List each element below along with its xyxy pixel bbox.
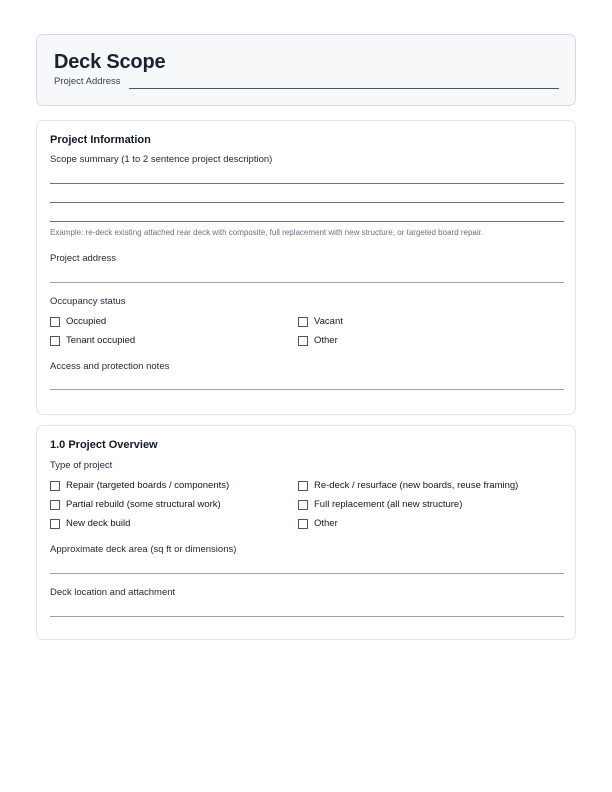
scope-summary-line-1[interactable] (50, 183, 564, 184)
checkbox-box[interactable] (298, 481, 308, 491)
checkbox-box[interactable] (298, 500, 308, 510)
deck-location-field[interactable] (50, 616, 564, 617)
header-address-label: Project Address (54, 76, 121, 87)
type-repair-checkbox[interactable] (50, 480, 229, 491)
occupancy-status-label: Occupancy status (50, 296, 126, 307)
scope-summary-example: Example: re-deck existing attached rear deck with composite, full replacement with new structure, or targeted board repair. (50, 228, 484, 237)
type-new-deck-checkbox[interactable] (50, 518, 130, 529)
checkbox-label: Re-deck / resurface (new boards, reuse framing) (314, 480, 519, 491)
type-redeck-checkbox[interactable] (298, 480, 518, 491)
checkbox-label: Vacant (314, 316, 343, 327)
scope-summary-label: Scope summary (1 to 2 sentence project description) (50, 154, 273, 165)
deck-location-label: Deck location and attachment (50, 587, 176, 598)
occupancy-tenant-occupied-checkbox[interactable] (50, 335, 135, 346)
checkbox-box[interactable] (50, 336, 60, 346)
checkbox-box[interactable] (50, 317, 60, 327)
checkbox-label: Other (314, 518, 338, 529)
deck-area-label: Approximate deck area (sq ft or dimensions) (50, 544, 237, 555)
document-title: Deck Scope (54, 51, 166, 73)
access-notes-label: Access and protection notes (50, 361, 170, 372)
section-title-project-information: Project Information (50, 134, 151, 146)
header-card (36, 34, 576, 106)
checkbox-box[interactable] (50, 481, 60, 491)
project-type-label: Type of project (50, 460, 113, 471)
checkbox-label: Partial rebuild (some structural work) (66, 499, 221, 510)
checkbox-label: New deck build (66, 518, 131, 529)
section-title-project-overview: 1.0 Project Overview (50, 439, 158, 451)
checkbox-label: Tenant occupied (66, 335, 136, 346)
project-overview-section (36, 425, 576, 640)
checkbox-label: Repair (targeted boards / components) (66, 480, 230, 491)
checkbox-box[interactable] (298, 519, 308, 529)
deck-area-field[interactable] (50, 573, 564, 574)
scope-summary-line-2[interactable] (50, 202, 564, 203)
occupancy-other-checkbox[interactable] (298, 335, 338, 346)
checkbox-box[interactable] (298, 336, 308, 346)
access-notes-field[interactable] (50, 389, 564, 390)
checkbox-label: Full replacement (all new structure) (314, 499, 463, 510)
project-information-section (36, 120, 576, 415)
occupancy-occupied-checkbox[interactable] (50, 316, 106, 327)
type-partial-rebuild-checkbox[interactable] (50, 499, 221, 510)
checkbox-box[interactable] (50, 519, 60, 529)
type-full-replacement-checkbox[interactable] (298, 499, 462, 510)
type-other-checkbox[interactable] (298, 518, 338, 529)
project-address-label: Project address (50, 253, 117, 264)
checkbox-box[interactable] (298, 317, 308, 327)
header-address-field[interactable] (129, 88, 559, 89)
checkbox-label: Occupied (66, 316, 107, 327)
scope-summary-line-3[interactable] (50, 221, 564, 222)
occupancy-vacant-checkbox[interactable] (298, 316, 343, 327)
checkbox-label: Other (314, 335, 338, 346)
checkbox-box[interactable] (50, 500, 60, 510)
project-address-field[interactable] (50, 282, 564, 283)
